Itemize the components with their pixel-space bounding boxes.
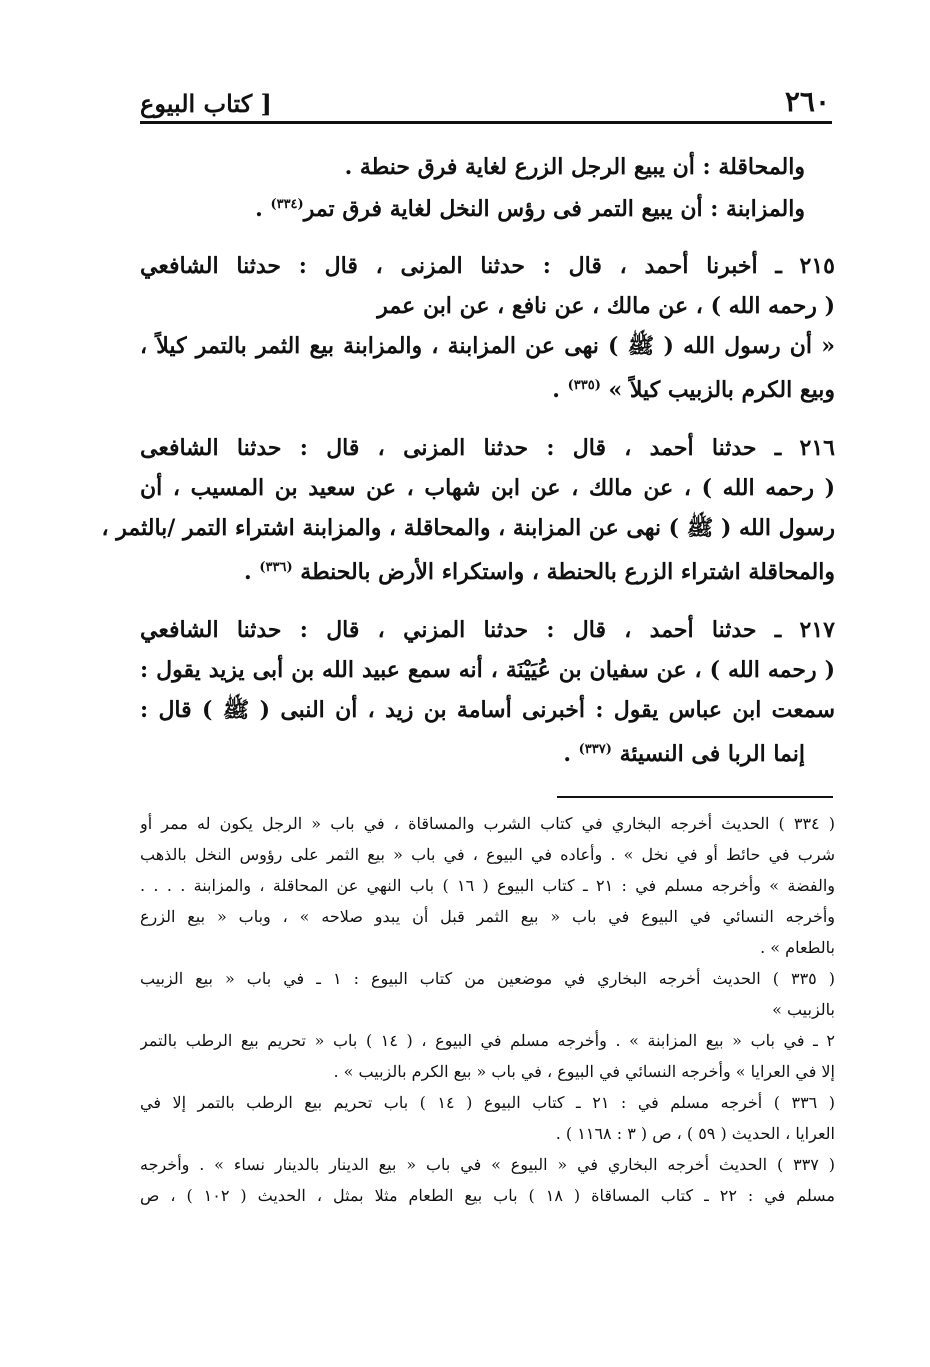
definition-line <box>140 186 835 224</box>
line-end: . <box>552 377 568 403</box>
footnote-line: شرب في حائط أو في نخل » . وأعاده في البيوع ، في باب « بيع الثمر على رؤوس النخل بالذهب <box>140 845 835 864</box>
hadith-text: إنما الربا فى النسيئة <box>619 741 805 767</box>
definition-line: والمحاقلة : أن يبيع الرجل الزرع لغاية فرق حنطة . <box>344 154 805 180</box>
footnote-ref: (٣٣٥) <box>567 378 601 393</box>
footnote-ref: (٣٣٧) <box>578 742 612 757</box>
hadith-line: ٢١٧ ـ حدثنا أحمد ، قال : حدثنا المزني ، قال : حدثنا الشافعي <box>140 617 835 643</box>
hadith-text: وبيع الكرم بالزبيب كيلاً » <box>608 377 835 403</box>
footnote-ref: (٣٣٤) <box>270 197 304 212</box>
page-header <box>140 78 830 118</box>
footnote-line: العرايا ، الحديث ( ٥٩ ) ، ص ( ٣ : ١١٦٨ ) . <box>555 1124 835 1143</box>
footnote-line: ( ٣٣٦ ) أخرجه مسلم في : ٢١ ـ كتاب البيوع ( ١٤ ) باب تحريم بيع الرطب بالتمر إلا في <box>140 1093 835 1112</box>
footnotes <box>140 808 835 1211</box>
footnote-line: ( ٣٣٧ ) الحديث أخرجه البخاري في « البيوع » في باب « بيع الدينار بالدينار نساء » . وأخرجه <box>140 1155 835 1174</box>
hadith-line: « أن رسول الله ( ﷺ ) نهى عن المزابنة ، والمزابنة بيع الثمر بالتمر كيلاً ، <box>140 333 835 359</box>
hadith-line: ٢١٦ ـ حدثنا أحمد ، قال : حدثنا المزنى ، قال : حدثنا الشافعى <box>140 435 835 461</box>
hadith-line <box>140 548 835 588</box>
definition-text: والمزابنة : أن يبيع التمر فى رؤس النخل لغاية فرق تمر <box>303 196 805 222</box>
page-number: ٢٦٠ <box>784 85 830 118</box>
footnote-rule <box>557 796 833 798</box>
footnote-line: إلا في العرايا » وأخرجه النسائي في البيوع ، في باب « بيع الكرم بالزبيب » . <box>333 1062 835 1081</box>
main-text <box>101 148 835 770</box>
footnote-line: ( ٣٣٥ ) الحديث أخرجه البخاري في موضعين من كتاب البيوع : ١ ـ في باب « بيع الزبيب <box>140 969 835 988</box>
header-rule <box>140 121 832 124</box>
hadith-text: والمحاقلة اشتراء الزرع بالحنطة ، واستكراء الأرض بالحنطة <box>300 559 835 585</box>
running-head: [ كتاب البيوع <box>140 89 272 118</box>
footnote-line: والفضة » وأخرجه مسلم في : ٢١ ـ كتاب البيوع ( ١٦ ) باب النهي عن المحاقلة ، والمزابنة . . . . <box>140 876 835 895</box>
line-end: . <box>255 196 271 222</box>
hadith-line: ( رحمه الله ) ، عن مالك ، عن نافع ، عن ابن عمر <box>377 293 835 319</box>
footnote-ref: (٣٣٦) <box>259 560 293 575</box>
footnote-line: بالزبيب » <box>772 1000 835 1019</box>
footnote-line: ( ٣٣٤ ) الحديث أخرجه البخاري في كتاب الشرب والمساقاة ، في باب « الرجل يكون له ممر أو <box>140 814 835 833</box>
hadith-line <box>140 366 835 406</box>
hadith-line: سمعت ابن عباس يقول : أخبرنى أسامة بن زيد ، أن النبى ( ﷺ ) قال : <box>140 697 835 723</box>
footnote-line: وأخرجه النسائي في البيوع في باب « بيع الثمر قبل أن يبدو صلاحه » ، وباب « بيع الزرع <box>140 907 835 926</box>
footnote-line: ٢ ـ في باب « بيع المزابنة » . وأخرجه مسلم في البيوع ، ( ١٤ ) باب « تحريم بيع الرطب بالتمر <box>140 1031 835 1050</box>
line-end: . <box>563 741 579 767</box>
footnote-line: مسلم في : ٢٢ ـ كتاب المساقاة ( ١٨ ) باب بيع الطعام مثلا بمثل ، الحديث ( ١٠٢ ) ، ص <box>140 1186 835 1205</box>
hadith-line: ٢١٥ ـ أخبرنا أحمد ، قال : حدثنا المزنى ، قال : حدثنا الشافعي <box>140 253 835 279</box>
hadith-line <box>140 730 835 770</box>
hadith-line: ( رحمه الله ) ، عن مالك ، عن ابن شهاب ، عن سعيد بن المسيب ، أن <box>140 475 835 501</box>
line-end: . <box>244 559 260 585</box>
hadith-line: رسول الله ( ﷺ ) نهى عن المزابنة ، والمحاقلة ، والمزابنة اشتراء التمر /بالثمر ، <box>101 515 835 541</box>
hadith-line: ( رحمه الله ) ، عن سفيان بن عُيَيْنَة ، أنه سمع عبيد الله بن أبى يزيد يقول : <box>140 657 835 683</box>
footnote-line: بالطعام » . <box>760 938 835 957</box>
